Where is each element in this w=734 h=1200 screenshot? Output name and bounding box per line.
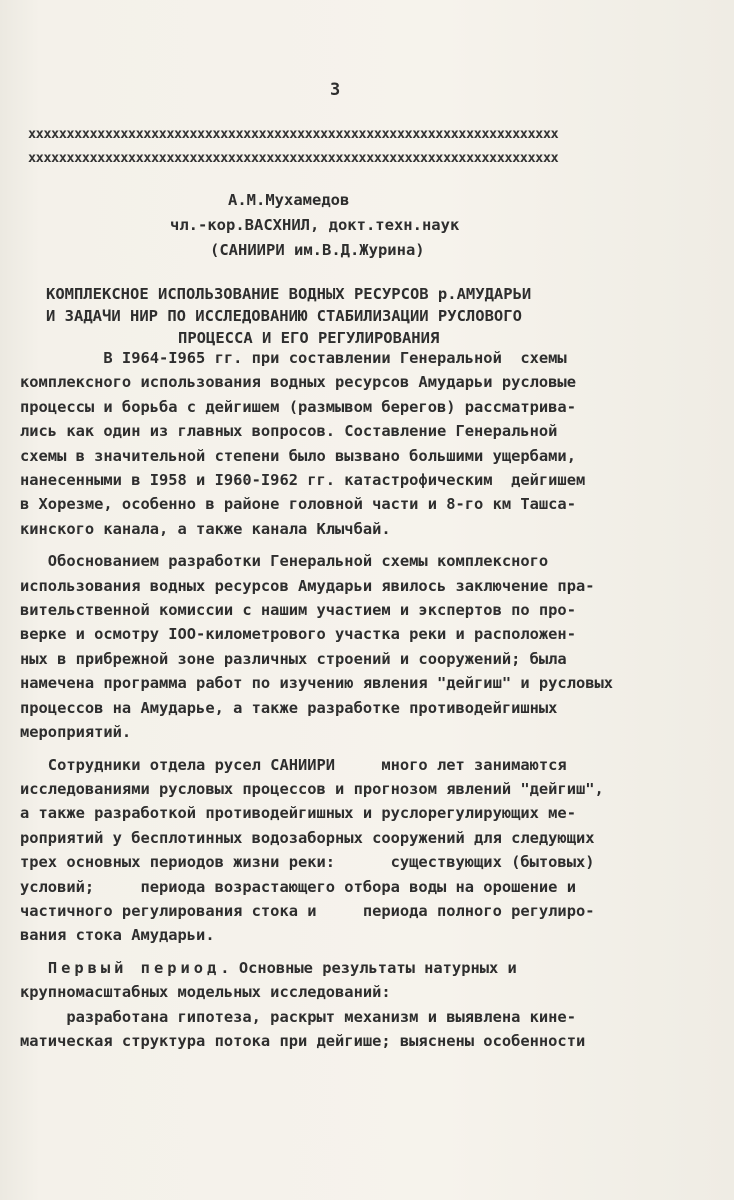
text-line: а также разработкой противодейгишных и руслорегулирующих ме- <box>20 804 576 823</box>
text-line: намечена программа работ по изучению явления "дейгиш" и русловых <box>20 674 614 693</box>
text-line: разработана гипотеза, раскрыт механизм и выявлена кине- <box>20 1007 576 1026</box>
text-line: мероприятий. <box>20 723 132 742</box>
author-position: чл.-кор.ВАСХНИЛ, докт.техн.наук <box>170 216 460 234</box>
text-line: лись как один из главных вопросов. Составление Генеральной <box>20 422 558 441</box>
typed-rule-line-2: xxxxxxxxxxxxxxxxxxxxxxxxxxxxxxxxxxxxxxxxxxxxxxxxxxxxxxxxxxxxxxxxxxxxx <box>28 150 559 166</box>
text-line: ных в прибрежной зоне различных строений и сооружений; была <box>20 649 567 668</box>
paragraph-2 <box>20 549 680 744</box>
text-line: Сотрудники отдела русел САНИИРИ много лет занимаются <box>20 755 567 774</box>
paragraph-gap <box>20 948 680 956</box>
text-line: В I964-I965 гг. при составлении Генеральной схемы <box>20 349 567 367</box>
text-line: исследованиями русловых процессов и прогнозом явлений "дейгиш", <box>20 779 604 798</box>
author-name: А.М.Мухамедов <box>228 191 350 209</box>
body-text <box>20 346 680 1053</box>
paragraph-gap <box>20 745 680 753</box>
text-line: крупномасштабных модельных исследований: <box>20 983 391 1002</box>
text-line: условий; периода возрастающего отбора воды на орошение и <box>20 877 576 896</box>
text-line: роприятий у бесплотинных водозаборных сооружений для следующих <box>20 828 595 847</box>
text-line: в Хорезме, особенно в районе головной части и 8-го км Ташса- <box>20 495 576 514</box>
text-line: частичного регулирования стока и периода полного регулиро- <box>20 901 595 920</box>
period-heading-rest: . Основные результаты натурных и <box>220 958 517 977</box>
text-line: вительственной комиссии с нашим участием и экспертов по про- <box>20 601 576 620</box>
title-line: И ЗАДАЧИ НИР ПО ИССЛЕДОВАНИЮ СТАБИЛИЗАЦИИ РУСЛОВОГО <box>46 307 522 325</box>
text-line: вания стока Амударьи. <box>20 926 215 945</box>
page-number: 3 <box>330 80 341 100</box>
text-line: матическая структура потока при дейгише; выяснены особенности <box>20 1031 586 1050</box>
text-line: нанесенными в I958 и I960-I962 гг. катастрофическим дейгишем <box>20 471 586 490</box>
paragraph-3 <box>20 753 680 948</box>
period-section <box>20 956 680 1054</box>
article-title <box>0 283 734 349</box>
period-heading: Первый период <box>47 958 221 977</box>
title-line: ПРОЦЕССА И ЕГО РЕГУЛИРОВАНИЯ <box>178 329 440 347</box>
title-line: КОМПЛЕКСНОЕ ИСПОЛЬЗОВАНИЕ ВОДНЫХ РЕСУРСОВ р.АМУДАРЬИ <box>46 285 532 303</box>
paragraph-1 <box>20 346 680 541</box>
text-line: схемы в значительной степени было вызвано большими ущербами, <box>20 446 576 465</box>
text-line: Обоснованием разработки Генеральной схемы комплексного <box>20 552 549 571</box>
period-heading-line <box>20 956 680 980</box>
text-line: кинского канала, а также канала Клычбай. <box>20 519 391 538</box>
typed-rule-line-1: xxxxxxxxxxxxxxxxxxxxxxxxxxxxxxxxxxxxxxxxxxxxxxxxxxxxxxxxxxxxxxxxxxxxx <box>28 126 559 142</box>
text-line: процессы и борьба с дейгишем (размывом берегов) рассматрива- <box>20 397 576 416</box>
text-line: верке и осмотру IOO-километрового участка реки и расположен- <box>20 625 576 644</box>
text-line: комплексного использования водных ресурсов Амударьи русловые <box>20 373 576 392</box>
text-line: процессов на Амударье, а также разработке противодейгишных <box>20 698 558 717</box>
paragraph-gap <box>20 541 680 549</box>
author-institution: (САНИИРИ им.В.Д.Журина) <box>210 241 425 259</box>
author-block <box>0 188 734 263</box>
text-line: трех основных периодов жизни реки: существующих (бытовых) <box>20 853 595 872</box>
text-line: использования водных ресурсов Амударьи явилось заключение пра- <box>20 576 595 595</box>
